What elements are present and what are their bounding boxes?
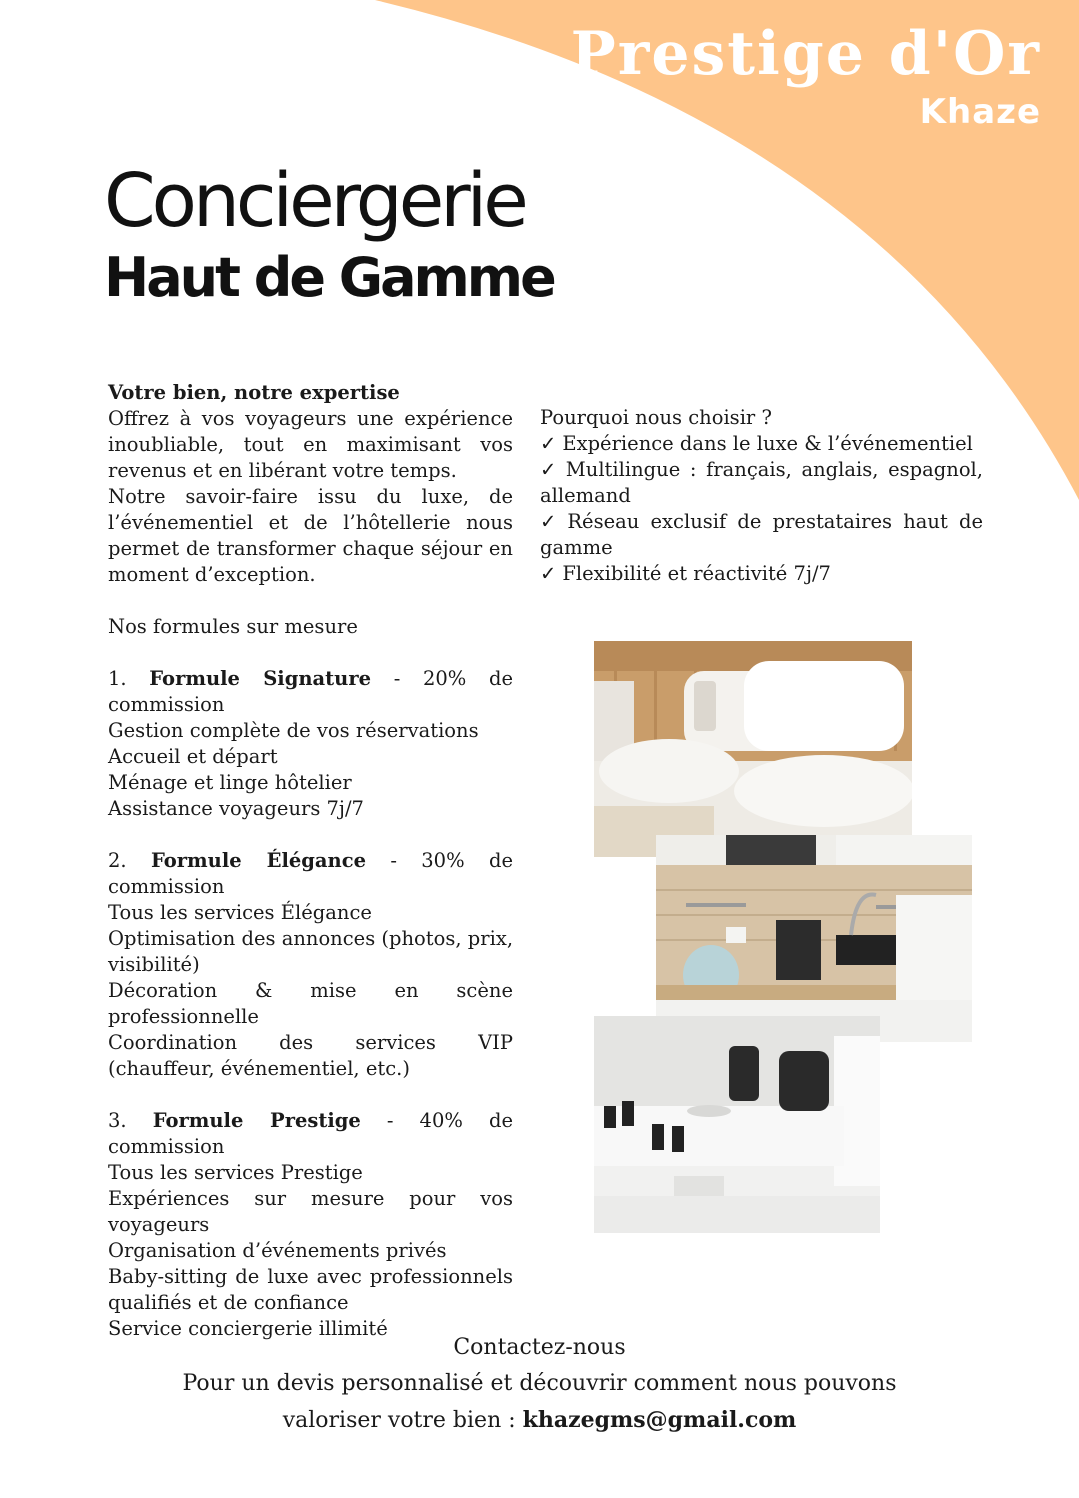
brand-logo [570, 19, 1041, 132]
intro-paragraph-1: Offrez à vos voyageurs une expérience inoubliable, tout en maximisant vos revenus et en libérant votre temps. [108, 407, 513, 482]
kitchen-photo [656, 835, 972, 1042]
why-item-text: Expérience dans le luxe & l’événementiel [562, 432, 973, 455]
contact-line-2-text: valoriser votre bien : [282, 1408, 523, 1433]
why-heading: Pourquoi nous choisir ? [540, 406, 772, 429]
check-icon: ✓ [540, 510, 562, 533]
formula-item: Optimisation des annonces (photos, prix, visibilité) [108, 927, 514, 976]
why-item-text: Multilingue : français, anglais, espagnol, allemand [540, 458, 983, 507]
formula-rate: - 30% de commission [108, 849, 513, 898]
page-title: Conciergerie [104, 158, 525, 244]
formulas-heading: Nos formules sur mesure [108, 615, 358, 638]
formula-number: 2. [108, 849, 127, 872]
formula-item: Expériences sur mesure pour vos voyageurs [108, 1187, 513, 1236]
brand-name: Prestige d'Or [570, 19, 1041, 89]
bathroom-photo [594, 1016, 880, 1233]
why-item [540, 509, 983, 561]
formula-name: Formule Élégance [150, 849, 366, 872]
formula-prestige-title [108, 1108, 513, 1160]
why-item [540, 431, 983, 457]
formula-item: Tous les services Élégance [108, 901, 372, 924]
contact-line-2 [0, 1402, 1079, 1439]
formula-signature-title [108, 666, 513, 718]
why-item [540, 457, 983, 509]
check-icon: ✓ [540, 458, 560, 481]
why-item-text: Flexibilité et réactivité 7j/7 [562, 562, 831, 585]
left-column [108, 380, 513, 1342]
why-item [540, 561, 983, 587]
formula-item: Accueil et départ [108, 745, 278, 768]
formula-item: Ménage et linge hôtelier [108, 771, 352, 794]
formula-item: Décoration & mise en scène professionnelle [108, 979, 513, 1028]
bedroom-photo [594, 641, 912, 857]
contact-line-1: Pour un devis personnalisé et découvrir comment nous pouvons [182, 1371, 897, 1396]
check-icon: ✓ [540, 562, 557, 585]
contact-title: Contactez-nous [453, 1335, 626, 1360]
formula-rate: - 40% de commission [108, 1109, 513, 1158]
right-column [540, 405, 983, 587]
formula-item: Tous les services Prestige [108, 1161, 363, 1184]
formula-number: 1. [108, 667, 127, 690]
formula-elegance-title [108, 848, 513, 900]
formula-name: Formule Prestige [152, 1109, 361, 1132]
contact-email-link[interactable]: khazegms@gmail.com [522, 1407, 797, 1433]
brand-sub: Khaze [919, 92, 1041, 132]
formula-item: Organisation d’événements privés [108, 1239, 447, 1262]
formula-number: 3. [108, 1109, 127, 1132]
intro-heading: Votre bien, notre expertise [108, 381, 400, 404]
intro-paragraph-2: Notre savoir-faire issu du luxe, de l’événementiel et de l’hôtellerie nous permet de transformer chaque séjour en moment d’exception. [108, 485, 513, 586]
page-subtitle: Haut de Gamme [104, 246, 554, 309]
formula-item: Baby-sitting de luxe avec professionnels qualifiés et de confiance [108, 1265, 513, 1314]
contact-section [0, 1330, 1079, 1439]
check-icon: ✓ [540, 432, 557, 455]
formula-item: Assistance voyageurs 7j/7 [108, 797, 364, 820]
formula-item: Gestion complète de vos réservations [108, 719, 479, 742]
formula-rate: - 20% de commission [108, 667, 513, 716]
why-item-text: Réseau exclusif de prestataires haut de gamme [540, 510, 983, 559]
formula-item: Coordination des services VIP (chauffeur, événementiel, etc.) [108, 1031, 513, 1080]
formula-name: Formule Signature [149, 667, 372, 690]
formula-item: Service conciergerie illimité [108, 1317, 388, 1340]
